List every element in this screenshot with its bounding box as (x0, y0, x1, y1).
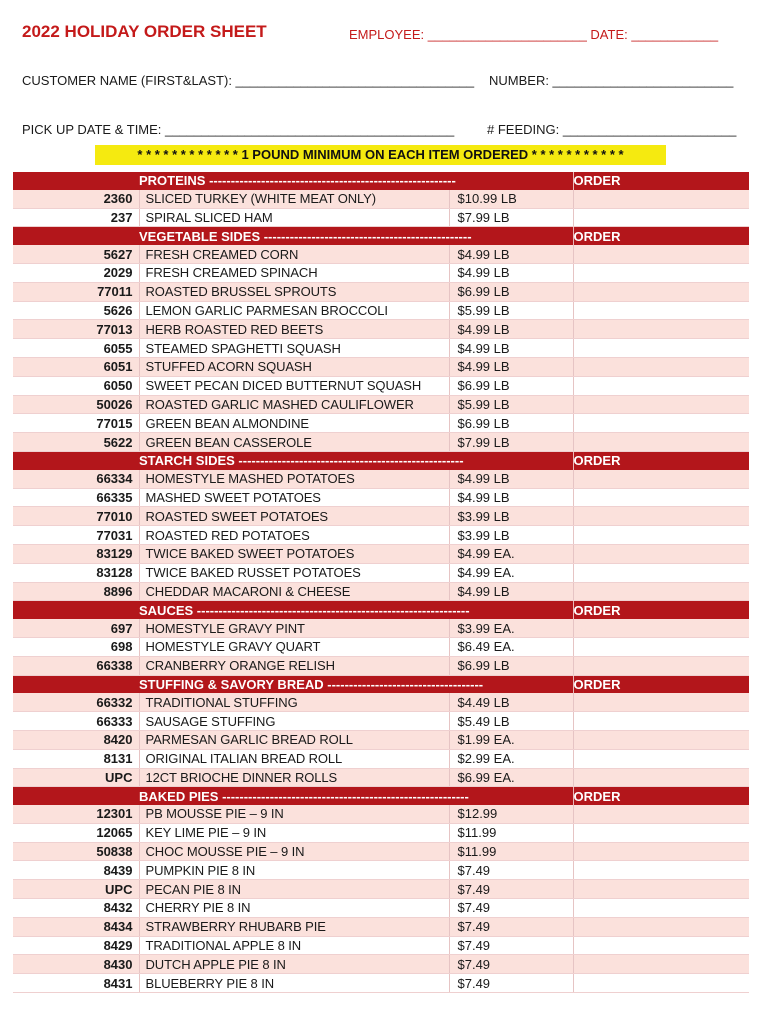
order-quantity-cell[interactable] (573, 768, 749, 787)
item-price: $4.99 LB (449, 470, 573, 488)
item-name: CHEDDAR MACARONI & CHEESE (139, 582, 449, 601)
item-price: $4.99 LB (449, 263, 573, 282)
item-name: ORIGINAL ITALIAN BREAD ROLL (139, 749, 449, 768)
order-quantity-cell[interactable] (573, 936, 749, 955)
item-name: PB MOUSSE PIE – 9 IN (139, 805, 449, 823)
order-table (13, 172, 749, 993)
item-name: CHOC MOUSSE PIE – 9 IN (139, 842, 449, 861)
table-row (13, 880, 749, 899)
item-price: $4.99 LB (449, 357, 573, 376)
item-price: $4.99 LB (449, 339, 573, 358)
item-price: $4.99 LB (449, 582, 573, 601)
section-header-spacer (13, 601, 139, 619)
item-price: $7.49 (449, 955, 573, 974)
item-name: HOMESTYLE GRAVY QUART (139, 637, 449, 656)
section-header-spacer (13, 675, 139, 693)
item-code: 77031 (13, 526, 139, 545)
item-code: UPC (13, 768, 139, 787)
order-quantity-cell[interactable] (573, 395, 749, 414)
order-column-label: ORDER (573, 451, 749, 469)
item-code: 77010 (13, 507, 139, 526)
table-row (13, 526, 749, 545)
item-code: 77015 (13, 414, 139, 433)
item-code: 66338 (13, 656, 139, 675)
item-price: $3.99 EA. (449, 619, 573, 637)
order-quantity-cell[interactable] (573, 955, 749, 974)
order-column-label: ORDER (573, 787, 749, 805)
item-code: 66334 (13, 470, 139, 488)
item-name: PECAN PIE 8 IN (139, 880, 449, 899)
section-header (13, 451, 749, 469)
table-row (13, 563, 749, 582)
order-quantity-cell[interactable] (573, 208, 749, 227)
section-header-spacer (13, 227, 139, 245)
item-price: $4.99 LB (449, 488, 573, 507)
item-name: FRESH CREAMED CORN (139, 245, 449, 263)
item-price: $4.99 EA. (449, 563, 573, 582)
table-row (13, 693, 749, 711)
item-code: UPC (13, 880, 139, 899)
item-name: ROASTED GARLIC MASHED CAULIFLOWER (139, 395, 449, 414)
item-code: 50026 (13, 395, 139, 414)
item-price: $11.99 (449, 842, 573, 861)
table-row (13, 936, 749, 955)
table-row (13, 414, 749, 433)
table-row (13, 749, 749, 768)
table-row (13, 433, 749, 452)
table-row (13, 974, 749, 993)
page-title: 2022 HOLIDAY ORDER SHEET (22, 22, 267, 41)
item-code: 12065 (13, 823, 139, 842)
item-price: $7.49 (449, 880, 573, 899)
order-quantity-cell[interactable] (573, 488, 749, 507)
item-code: 8431 (13, 974, 139, 993)
table-row (13, 208, 749, 227)
table-row (13, 376, 749, 395)
table-row (13, 861, 749, 880)
item-price: $6.99 LB (449, 376, 573, 395)
item-name: STEAMED SPAGHETTI SQUASH (139, 339, 449, 358)
order-quantity-cell[interactable] (573, 974, 749, 993)
table-row (13, 245, 749, 263)
order-quantity-cell[interactable] (573, 563, 749, 582)
order-column-label: ORDER (573, 675, 749, 693)
item-price: $5.49 LB (449, 712, 573, 731)
order-quantity-cell[interactable] (573, 190, 749, 208)
item-price: $6.99 LB (449, 282, 573, 301)
item-price: $7.49 (449, 974, 573, 993)
item-price: $4.49 LB (449, 693, 573, 711)
section-header (13, 787, 749, 805)
item-name: LEMON GARLIC PARMESAN BROCCOLI (139, 301, 449, 320)
order-quantity-cell[interactable] (573, 282, 749, 301)
item-price: $3.99 LB (449, 526, 573, 545)
item-name: CHERRY PIE 8 IN (139, 899, 449, 918)
item-price: $10.99 LB (449, 190, 573, 208)
item-price: $7.49 (449, 861, 573, 880)
table-row (13, 320, 749, 339)
item-name: SAUSAGE STUFFING (139, 712, 449, 731)
order-quantity-cell[interactable] (573, 263, 749, 282)
pickup-date-line[interactable]: PICK UP DATE & TIME: ________________________________________ (22, 122, 455, 137)
order-quantity-cell[interactable] (573, 526, 749, 545)
item-name: STUFFED ACORN SQUASH (139, 357, 449, 376)
item-code: 697 (13, 619, 139, 637)
order-quantity-cell[interactable] (573, 544, 749, 563)
section-header (13, 227, 749, 245)
table-row (13, 805, 749, 823)
item-name: FRESH CREAMED SPINACH (139, 263, 449, 282)
item-code: 698 (13, 637, 139, 656)
order-quantity-cell[interactable] (573, 619, 749, 637)
item-price: $4.99 LB (449, 320, 573, 339)
table-row (13, 917, 749, 936)
item-code: 8896 (13, 582, 139, 601)
item-name: GREEN BEAN CASSEROLE (139, 433, 449, 452)
item-code: 8432 (13, 899, 139, 918)
table-row (13, 582, 749, 601)
table-row (13, 301, 749, 320)
item-price: $1.99 EA. (449, 730, 573, 749)
item-code: 8420 (13, 730, 139, 749)
section-title: STUFFING & SAVORY BREAD ------------------------------------ (139, 675, 573, 693)
item-code: 77011 (13, 282, 139, 301)
item-name: 12CT BRIOCHE DINNER ROLLS (139, 768, 449, 787)
order-quantity-cell[interactable] (573, 339, 749, 358)
order-quantity-cell[interactable] (573, 357, 749, 376)
table-row (13, 823, 749, 842)
item-price: $7.49 (449, 936, 573, 955)
item-code: 8131 (13, 749, 139, 768)
order-quantity-cell[interactable] (573, 414, 749, 433)
item-price: $3.99 LB (449, 507, 573, 526)
item-price: $5.99 LB (449, 395, 573, 414)
item-code: 83129 (13, 544, 139, 563)
item-code: 6055 (13, 339, 139, 358)
item-name: HERB ROASTED RED BEETS (139, 320, 449, 339)
item-code: 50838 (13, 842, 139, 861)
employee-date-line[interactable]: EMPLOYEE: ______________________ DATE: ____________ (349, 27, 719, 42)
item-name: BLUEBERRY PIE 8 IN (139, 974, 449, 993)
order-quantity-cell[interactable] (573, 917, 749, 936)
item-code: 2360 (13, 190, 139, 208)
order-quantity-cell[interactable] (573, 899, 749, 918)
item-name: HOMESTYLE GRAVY PINT (139, 619, 449, 637)
section-header-spacer (13, 172, 139, 190)
section-title: BAKED PIES --------------------------------------------------------- (139, 787, 573, 805)
item-price: $6.99 LB (449, 656, 573, 675)
order-quantity-cell[interactable] (573, 880, 749, 899)
table-row (13, 730, 749, 749)
section-title: VEGETABLE SIDES ------------------------------------------------ (139, 227, 573, 245)
section-header-spacer (13, 787, 139, 805)
section-header (13, 601, 749, 619)
item-code: 237 (13, 208, 139, 227)
table-row (13, 263, 749, 282)
item-price: $6.99 LB (449, 414, 573, 433)
item-name: SLICED TURKEY (WHITE MEAT ONLY) (139, 190, 449, 208)
table-row (13, 842, 749, 861)
order-quantity-cell[interactable] (573, 693, 749, 711)
section-header (13, 675, 749, 693)
item-code: 8430 (13, 955, 139, 974)
item-code: 6051 (13, 357, 139, 376)
item-name: TRADITIONAL STUFFING (139, 693, 449, 711)
item-name: STRAWBERRY RHUBARB PIE (139, 917, 449, 936)
customer-name-line[interactable]: CUSTOMER NAME (FIRST&LAST): _________________________________ (22, 73, 475, 88)
section-title: SAUCES --------------------------------------------------------------- (139, 601, 573, 619)
order-quantity-cell[interactable] (573, 637, 749, 656)
item-code: 8434 (13, 917, 139, 936)
item-name: PUMPKIN PIE 8 IN (139, 861, 449, 880)
item-price: $12.99 (449, 805, 573, 823)
item-code: 66332 (13, 693, 139, 711)
item-name: SWEET PECAN DICED BUTTERNUT SQUASH (139, 376, 449, 395)
item-name: ROASTED SWEET POTATOES (139, 507, 449, 526)
table-row (13, 619, 749, 637)
order-quantity-cell[interactable] (573, 805, 749, 823)
item-price: $7.49 (449, 917, 573, 936)
item-price: $11.99 (449, 823, 573, 842)
item-name: KEY LIME PIE – 9 IN (139, 823, 449, 842)
table-row (13, 488, 749, 507)
order-quantity-cell[interactable] (573, 861, 749, 880)
order-quantity-cell[interactable] (573, 320, 749, 339)
table-row (13, 339, 749, 358)
order-quantity-cell[interactable] (573, 301, 749, 320)
order-column-label: ORDER (573, 227, 749, 245)
section-header (13, 172, 749, 190)
item-name: HOMESTYLE MASHED POTATOES (139, 470, 449, 488)
order-quantity-cell[interactable] (573, 823, 749, 842)
item-code: 83128 (13, 563, 139, 582)
item-name: SPIRAL SLICED HAM (139, 208, 449, 227)
order-quantity-cell[interactable] (573, 433, 749, 452)
order-quantity-cell[interactable] (573, 712, 749, 731)
item-code: 8429 (13, 936, 139, 955)
item-name: ROASTED RED POTATOES (139, 526, 449, 545)
item-name: TRADITIONAL APPLE 8 IN (139, 936, 449, 955)
item-price: $5.99 LB (449, 301, 573, 320)
order-quantity-cell[interactable] (573, 749, 749, 768)
table-row (13, 395, 749, 414)
item-price: $6.49 EA. (449, 637, 573, 656)
item-code: 12301 (13, 805, 139, 823)
table-row (13, 768, 749, 787)
item-name: GREEN BEAN ALMONDINE (139, 414, 449, 433)
item-code: 5626 (13, 301, 139, 320)
item-code: 77013 (13, 320, 139, 339)
item-name: DUTCH APPLE PIE 8 IN (139, 955, 449, 974)
minimum-notice-banner: * * * * * * * * * * * * 1 POUND MINIMUM ON EACH ITEM ORDERED * * * * * * * * * * * (95, 145, 666, 165)
table-row (13, 357, 749, 376)
item-price: $4.99 LB (449, 245, 573, 263)
item-name: TWICE BAKED RUSSET POTATOES (139, 563, 449, 582)
item-name: TWICE BAKED SWEET POTATOES (139, 544, 449, 563)
item-price: $7.49 (449, 899, 573, 918)
item-code: 5622 (13, 433, 139, 452)
item-code: 66333 (13, 712, 139, 731)
item-code: 2029 (13, 263, 139, 282)
section-title: PROTEINS --------------------------------------------------------- (139, 172, 573, 190)
table-row (13, 507, 749, 526)
item-name: ROASTED BRUSSEL SPROUTS (139, 282, 449, 301)
item-code: 5627 (13, 245, 139, 263)
order-quantity-cell[interactable] (573, 376, 749, 395)
item-code: 8439 (13, 861, 139, 880)
table-row (13, 656, 749, 675)
order-quantity-cell[interactable] (573, 507, 749, 526)
item-price: $4.99 EA. (449, 544, 573, 563)
table-row (13, 955, 749, 974)
item-price: $2.99 EA. (449, 749, 573, 768)
table-row (13, 544, 749, 563)
order-quantity-cell[interactable] (573, 656, 749, 675)
order-column-label: ORDER (573, 172, 749, 190)
item-price: $7.99 LB (449, 208, 573, 227)
order-quantity-cell[interactable] (573, 842, 749, 861)
item-name: MASHED SWEET POTATOES (139, 488, 449, 507)
item-price: $6.99 EA. (449, 768, 573, 787)
order-quantity-cell[interactable] (573, 582, 749, 601)
table-row (13, 712, 749, 731)
item-price: $7.99 LB (449, 433, 573, 452)
table-row (13, 190, 749, 208)
order-quantity-cell[interactable] (573, 470, 749, 488)
feeding-line[interactable]: # FEEDING: ________________________ (487, 122, 737, 137)
order-column-label: ORDER (573, 601, 749, 619)
item-code: 66335 (13, 488, 139, 507)
item-code: 6050 (13, 376, 139, 395)
number-line[interactable]: NUMBER: _________________________ (489, 73, 734, 88)
table-row (13, 470, 749, 488)
table-row (13, 282, 749, 301)
item-name: PARMESAN GARLIC BREAD ROLL (139, 730, 449, 749)
section-header-spacer (13, 451, 139, 469)
table-row (13, 637, 749, 656)
table-row (13, 899, 749, 918)
item-name: CRANBERRY ORANGE RELISH (139, 656, 449, 675)
order-quantity-cell[interactable] (573, 730, 749, 749)
section-title: STARCH SIDES ---------------------------------------------------- (139, 451, 573, 469)
order-quantity-cell[interactable] (573, 245, 749, 263)
